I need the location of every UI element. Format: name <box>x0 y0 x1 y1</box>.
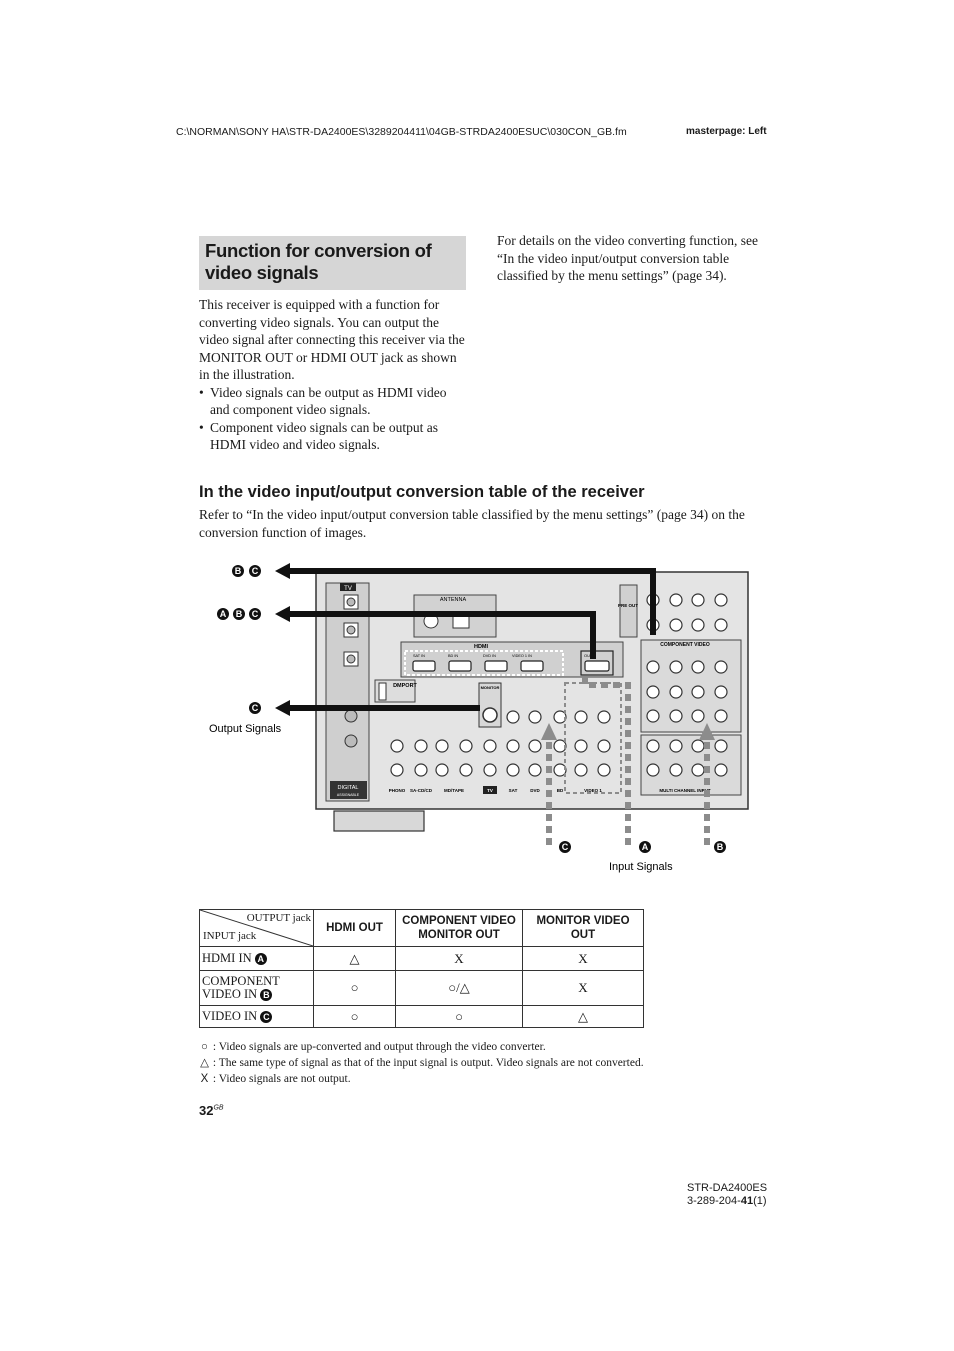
badge-b: B <box>260 989 272 1001</box>
optical-port <box>347 655 355 663</box>
intro-paragraph: This receiver is equipped with a function for converting video signals. You can output the video signal after connecting this receiver via the MONITOR OUT or HDMI OUT jack as shown in the illustration. <box>199 297 465 382</box>
pre-out-label: PRE OUT <box>617 603 639 608</box>
svg-text:BD: BD <box>556 788 564 793</box>
legend-item: ○ : Video signals are up-converted and output through the video converter. <box>199 1039 644 1055</box>
svg-text:A: A <box>641 842 649 852</box>
am-terminal <box>453 616 469 628</box>
legend-symbol: △ <box>200 1057 209 1069</box>
model-info <box>687 1182 767 1208</box>
hdmi-input-label: VIDEO 1 IN <box>512 654 532 658</box>
hdmi-out-label: OUT <box>584 653 593 658</box>
table-row <box>200 971 644 1006</box>
connection-diagram <box>195 555 755 885</box>
list-item: • Video signals can be output as HDMI video and component video signals. <box>199 384 447 417</box>
optical-port <box>347 598 355 606</box>
svg-text:TV: TV <box>487 788 493 793</box>
symbol-legend <box>199 1039 644 1087</box>
tv-label: TV <box>344 586 352 592</box>
coaxial-jack <box>345 710 357 722</box>
table-header-row <box>200 910 644 947</box>
table-cell: X <box>523 947 644 971</box>
component-video-label: COMPONENT VIDEO <box>660 642 710 648</box>
table-row <box>200 1006 644 1028</box>
hdmi-input-label: SAT IN <box>413 654 425 658</box>
column-header: MONITOR VIDEO OUT <box>523 910 644 947</box>
svg-text:C: C <box>251 566 259 576</box>
table-cell: ○ <box>396 1006 523 1028</box>
svg-text:C: C <box>251 609 259 619</box>
table-cell: △ <box>314 947 396 971</box>
digital-label: DIGITAL <box>337 785 359 791</box>
hdmi-out-jack <box>585 661 609 671</box>
output-arrow-heads <box>275 563 290 716</box>
table-cell: ○ <box>314 1006 396 1028</box>
feature-list <box>199 384 467 454</box>
svg-text:B: B <box>716 842 724 852</box>
monitor-label: MONITOR <box>480 685 500 690</box>
hdmi-in-jack <box>449 661 471 671</box>
svg-text:C: C <box>251 703 259 713</box>
svg-text:B: B <box>234 566 242 576</box>
conversion-table <box>199 909 644 1028</box>
svg-text:B: B <box>235 609 243 619</box>
corner-input-label: INPUT jack <box>203 930 257 942</box>
intro-column <box>199 296 467 454</box>
part-code: 3-289-204-41(1) <box>687 1195 767 1207</box>
svg-text:A: A <box>219 609 227 619</box>
hdmi-in-jack <box>485 661 507 671</box>
svg-text:VIDEO 1: VIDEO 1 <box>584 788 602 793</box>
hdmi-in-jack <box>413 661 435 671</box>
details-paragraph: For details on the video converting function, see “In the video input/output conversion table classified by the menu settings” (page 34). <box>497 233 758 283</box>
table-row <box>200 947 644 971</box>
legend-item: X : Video signals are not output. <box>200 1073 351 1085</box>
legend-symbol: X <box>200 1073 209 1085</box>
table-cell: ○ <box>314 971 396 1006</box>
list-item: • Component video signals can be output as HDMI video and video signals. <box>199 419 438 452</box>
hdmi-section <box>401 642 623 677</box>
subsection-text: Refer to “In the video input/output conversion table classified by the menu settings” (page 34) on the conversion function of images. <box>199 507 745 540</box>
masterpage-label: masterpage: Left <box>686 126 767 137</box>
svg-text:DVD: DVD <box>530 788 540 793</box>
section-title: Function for conversion of video signals <box>205 240 432 283</box>
multi-channel-label: MULTI CHANNEL INPUT <box>659 788 711 793</box>
svg-text:C: C <box>561 842 569 852</box>
bullet-mark: • <box>199 384 204 400</box>
dmport-jack <box>379 683 386 700</box>
table-cell: X <box>523 971 644 1006</box>
bullet-mark: • <box>199 419 204 435</box>
svg-text:SAT: SAT <box>508 788 518 793</box>
row-label: HDMI IN A <box>200 947 314 971</box>
badge-a: A <box>255 953 267 965</box>
legend-symbol: ○ <box>201 1041 208 1053</box>
svg-text:PHONO: PHONO <box>388 788 406 793</box>
table-cell: X <box>396 947 523 971</box>
hdmi-in-jack <box>521 661 543 671</box>
hdmi-input-label: BD IN <box>448 654 459 658</box>
svg-text:MD/TAPE: MD/TAPE <box>444 788 464 793</box>
hdmi-input-label: DVD IN <box>483 654 496 658</box>
output-signals-label: Output Signals <box>209 723 282 735</box>
assignable-label: ASSIGNABLE <box>336 793 360 797</box>
page-number: $32^{GB}$ <box>199 1103 224 1118</box>
dmport-label: DMPORT <box>393 683 417 689</box>
corner-output-label: OUTPUT jack <box>246 912 311 924</box>
hdmi-label: HDMI <box>473 644 489 650</box>
svg-text:SA-CD/CD: SA-CD/CD <box>410 788 432 793</box>
subsection-title: In the video input/output conversion table of the receiver <box>199 483 645 501</box>
row-label: COMPONENT VIDEO IN B <box>200 971 314 1006</box>
table-corner-cell <box>200 910 314 947</box>
badge-c: C <box>260 1011 272 1023</box>
receiver-foot <box>334 811 424 831</box>
model-number: STR-DA2400ES <box>687 1182 768 1194</box>
column-header: HDMI OUT <box>314 910 396 947</box>
input-signals-label: Input Signals <box>609 861 673 873</box>
column-header: COMPONENT VIDEO MONITOR OUT <box>396 910 523 947</box>
table-cell: △ <box>523 1006 644 1028</box>
table-cell: ○/△ <box>396 971 523 1006</box>
coaxial-jack <box>345 735 357 747</box>
pre-out-section <box>617 585 639 637</box>
row-label: VIDEO IN C <box>200 1006 314 1028</box>
antenna-label: ANTENNA <box>439 597 467 603</box>
optical-port <box>347 626 355 634</box>
monitor-video-out-jack <box>483 708 497 722</box>
legend-item: △ : The same type of signal as that of the input signal is output. Video signals are not converted. <box>200 1057 644 1069</box>
file-path-header: C:\NORMAN\SONY HA\STR-DA2400ES\3289204411\04GB-STRDA2400ESUC\030CON_GB.fm <box>176 126 627 138</box>
